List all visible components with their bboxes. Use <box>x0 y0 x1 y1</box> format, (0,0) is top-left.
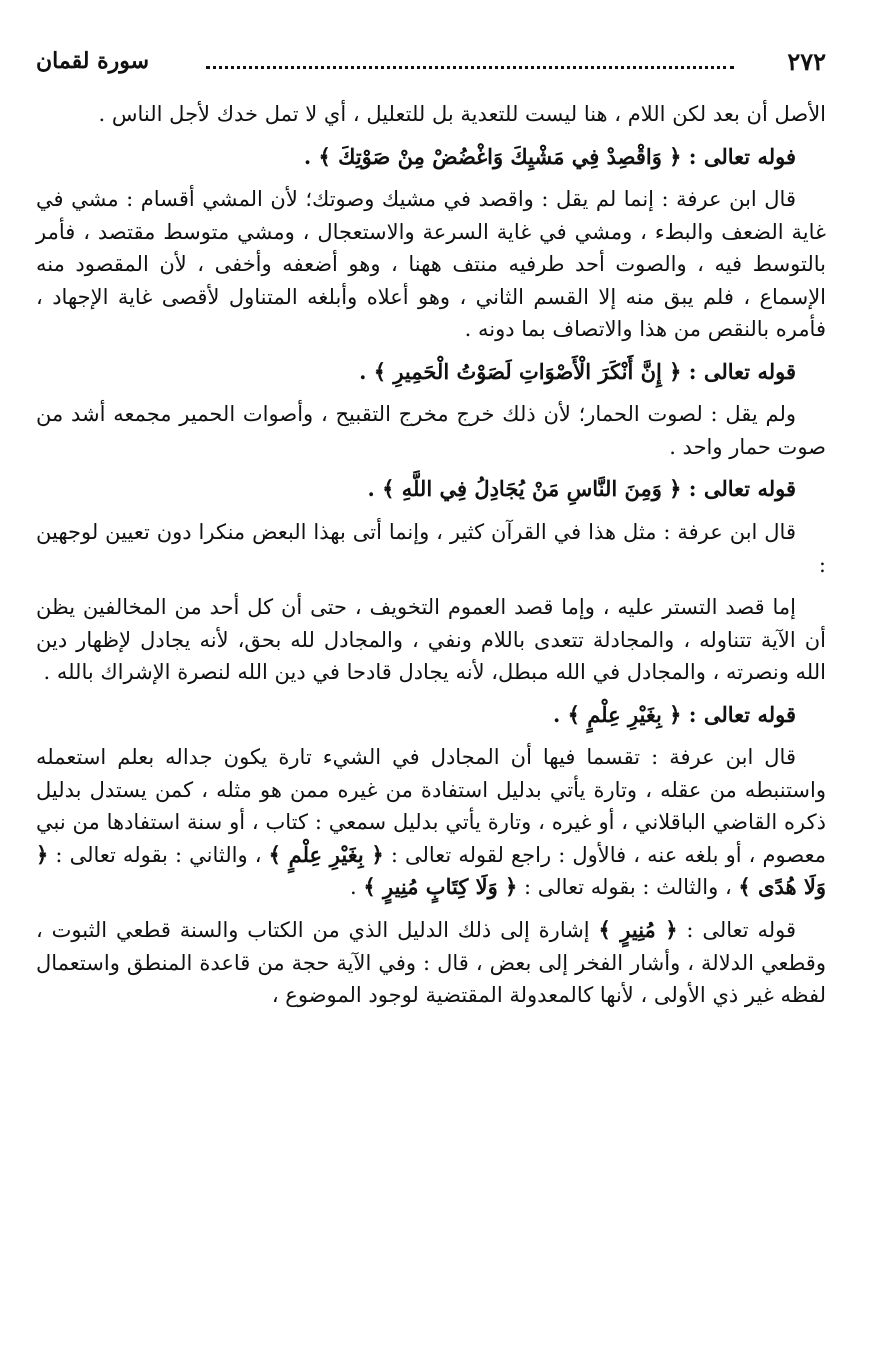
verse-heading-4 <box>36 699 826 732</box>
verse-heading-3-verse: ﴿ وَمِنَ النَّاسِ مَنْ يُجَادِلُ فِي اللَّهِ ﴾ . <box>367 476 682 502</box>
verse-heading-2-prefix: قوله تعالى : <box>681 358 796 384</box>
verse-heading-3 <box>36 473 826 506</box>
verse-heading-1 <box>36 141 826 174</box>
verse-heading-1-verse: ﴿ وَاقْصِدْ فِي مَشْيِكَ وَاغْضُضْ مِنْ صَوْتِكَ ﴾ . <box>303 143 682 169</box>
page-header <box>36 48 826 84</box>
paragraph-6-text-a: قال ابن عرفة : تقسما فيها أن المجادل في الشيء تارة يكون جداله بعلم استعمله واستنبطه من عقله ، وتارة يأتي بدليل استفادة من غيره ممن هو مثله ، كمن يستدل بدليل ذكره القاضي الباقلاني ، أو غيره ، وتارة يأتي بدليل سمعي : كتاب ، أو سنة استفادها من نبي معصوم ، أو بلغه عنه ، فالأول : راجع لقوله تعالى : <box>36 745 826 867</box>
paragraph-5-text: إما قصد التستر عليه ، وإما قصد العموم التخويف ، حتى أن كل أحد من المخالفين يظن أن الآية تتناوله ، والمجادلة تتعدى باللام ونفي ، والمجادل لله بحق، لأنه يجادل لإظهار دين الله ونصرته ، والمجادل في الله مبطل، لأنه يجادل قادحا في دين الله لنصرة الإشراك بالله . <box>36 595 826 685</box>
paragraph-2 <box>36 183 826 346</box>
paragraph-1-text: الأصل أن بعد لكن اللام ، هنا ليست للتعدية بل للتعليل ، أي لا تمل خدك لأجل الناس . <box>98 102 826 126</box>
page-number: ٢٧٢ <box>787 47 826 76</box>
paragraph-6-text-c: ، والثالث : بقوله تعالى : <box>517 875 739 900</box>
verse-heading-3-prefix: قوله تعالى : <box>681 476 796 502</box>
page-body <box>36 98 826 1012</box>
paragraph-7-text-b: إشارة إلى ذلك الدليل الذي من الكتاب والسنة قطعي الثبوت ، وقطعي الدلالة ، وأشار الفخر إلى بعض ، قال : وفي الآية حجة من قاعدة المنطق واستعمال لفظه غير ذي الأولى ، لأنها كالمعدولة المقتضية لوجود الموضوع ، <box>36 918 826 1008</box>
paragraph-3 <box>36 398 826 463</box>
paragraph-7-verse-1: ﴿ مُنِيرٍ ﴾ <box>598 917 678 943</box>
verse-heading-4-verse: ﴿ بِغَيْرِ عِلْمٍ ﴾ . <box>552 701 682 727</box>
paragraph-6 <box>36 741 826 904</box>
paragraph-3-text: ولم يقل : لصوت الحمار؛ لأن ذلك خرج مخرج التقبيح ، وأصوات الحمير مجمعه أشد من صوت حمار واحد . <box>36 402 826 459</box>
paragraph-5 <box>36 591 826 689</box>
verse-heading-2 <box>36 356 826 389</box>
verse-heading-2-verse: ﴿ إِنَّ أَنْكَرَ الْأَصْوَاتِ لَصَوْتُ الْحَمِيرِ ﴾ . <box>359 358 682 384</box>
paragraph-6-text-b: ، والثاني : بقوله تعالى : <box>48 842 269 867</box>
paragraph-6-verse-1: ﴿ بِغَيْرِ عِلْمٍ ﴾ <box>268 841 384 867</box>
paragraph-7-text-a: قوله تعالى : <box>677 918 797 943</box>
paragraph-1 <box>36 98 826 131</box>
paragraph-6-text-d: . <box>350 875 364 900</box>
surah-title: سورة لقمان <box>36 48 150 74</box>
paragraph-6-verse-3: ﴿ وَلَا كِتَابٍ مُنِيرٍ ﴾ <box>363 874 518 900</box>
header-dotted-leader <box>206 66 734 69</box>
paragraph-4-text: قال ابن عرفة : مثل هذا في القرآن كثير ، وإنما أتى بهذا البعض منكرا دون تعيين لوجهين : <box>36 520 826 577</box>
verse-heading-1-prefix: فوله تعالى : <box>681 143 796 169</box>
paragraph-7 <box>36 914 826 1012</box>
paragraph-2-text: قال ابن عرفة : إنما لم يقل : واقصد في مشيك وصوتك؛ لأن المشي أقسام : مشي في غاية الضعف والبطء ، ومشي في غاية السرعة والاستعجال ، ومشي متوسط مقتصد ، فأمر بالتوسط فيه ، والصوت أحد طرفيه منتف ههنا ، وهو أضعفه وأخفى ، لأن المقصود منه الإسماع ، فلم يبق منه إلا القسم الثاني ، وهو أعلاه وأبلغه المتناول لأقصى غاية الإجهاد ، فأمره بالنقص من هذا والاتصاف بما دونه . <box>36 187 826 342</box>
paragraph-6-verse-2: ﴿ وَلَا هُدًى ﴾ <box>36 841 826 900</box>
document-page <box>36 48 826 1022</box>
paragraph-4 <box>36 516 826 581</box>
verse-heading-4-prefix: قوله تعالى : <box>681 701 796 727</box>
